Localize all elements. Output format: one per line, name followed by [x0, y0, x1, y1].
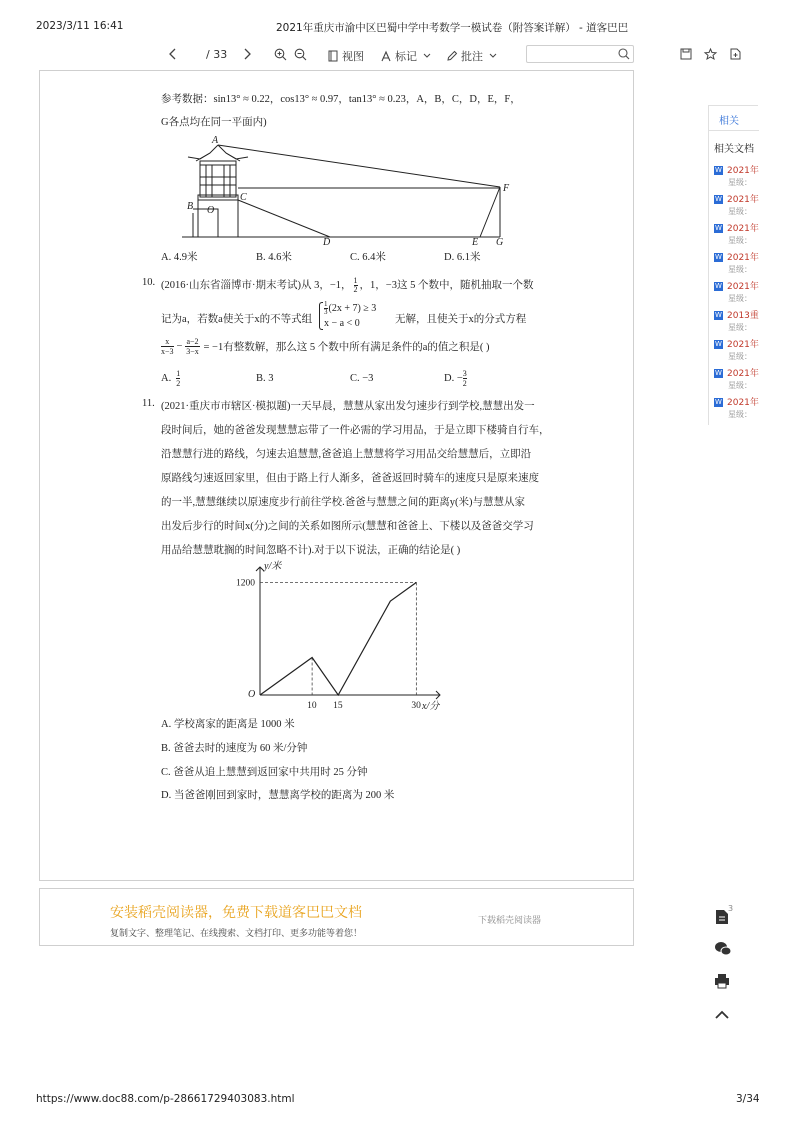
- x-tick-label: 15: [333, 701, 343, 711]
- related-doc-title: 2021年: [727, 166, 759, 176]
- q11-option-a: A. 学校离家的距离是 1000 米: [161, 719, 295, 730]
- print-button[interactable]: [714, 973, 732, 991]
- pen-icon: [446, 50, 458, 62]
- star-icon: [704, 48, 717, 60]
- q9-option-c: C. 6.4米: [350, 252, 386, 263]
- tab-related[interactable]: 相关: [719, 116, 739, 127]
- mark-label: 标记: [395, 50, 417, 63]
- q10-line2a: 记为a，若数a使关于x的不等式组: [161, 314, 313, 325]
- chevron-down-icon: [423, 53, 431, 59]
- frac-num: a−2: [186, 337, 199, 346]
- y-tick-label: 1200: [236, 578, 255, 589]
- minus-sign: −: [176, 341, 183, 352]
- word-doc-icon: W: [715, 340, 722, 348]
- opt-fraction: [176, 369, 180, 388]
- frac-den: 3−x: [186, 347, 199, 356]
- q10-option-b: B. 3: [256, 373, 274, 384]
- related-doc-title: 2013重: [727, 311, 759, 321]
- related-doc-item[interactable]: [714, 279, 759, 292]
- save-button[interactable]: [680, 48, 692, 60]
- x-axis-label: x/分: [422, 701, 440, 712]
- print-url: https://www.doc88.com/p-28661729403083.html: [36, 1093, 295, 1105]
- chevron-left-icon: [168, 48, 178, 60]
- word-doc-icon: W: [715, 282, 722, 290]
- related-doc-item[interactable]: [714, 192, 759, 205]
- related-doc-rating: 星级：: [728, 236, 752, 245]
- related-doc-title: 2021年: [727, 398, 759, 408]
- next-page-button[interactable]: [242, 48, 252, 60]
- fig1-label-F: F: [503, 183, 510, 194]
- opt-fraction: [463, 369, 467, 388]
- x-tick-label: 30: [411, 701, 421, 711]
- page-view-icon: [328, 50, 339, 62]
- related-doc-title: 2021年: [727, 340, 759, 350]
- related-doc-item[interactable]: [714, 337, 759, 350]
- back-to-top-button[interactable]: [714, 1006, 732, 1024]
- sidebar-divider: [709, 130, 759, 131]
- related-docs-sidebar: [708, 105, 758, 425]
- q10-line1b: ，1，−3这 5 个数中，随机抽取一个数: [359, 280, 534, 291]
- related-doc-title: 2021年: [727, 224, 759, 234]
- related-doc-rating: 星级：: [728, 178, 752, 187]
- related-doc-title: 2021年: [727, 253, 759, 263]
- q9-option-a: A. 4.9米: [161, 252, 198, 263]
- word-doc-icon: W: [715, 311, 722, 319]
- q10-option-a: [161, 369, 180, 388]
- word-doc-icon: W: [715, 369, 722, 377]
- promo-subtitle: 复制文字、整理笔记、在线搜索、文档打印、更多功能等着您！: [110, 929, 363, 939]
- related-doc-title: 2021年: [727, 282, 759, 292]
- view-label: 视图: [342, 50, 364, 63]
- frac-num: 1: [353, 276, 358, 286]
- fig1-label-E: E: [472, 237, 479, 248]
- word-doc-icon: W: [715, 224, 722, 232]
- zoom-out-icon: [294, 48, 307, 61]
- fig1-label-D: D: [323, 237, 331, 248]
- wechat-button[interactable]: [714, 941, 732, 959]
- frac-den: 2: [176, 379, 181, 388]
- q11-option-b: B. 爸爸去时的速度为 60 米/分钟: [161, 743, 308, 754]
- ref-data-line1: 参考数据：sin13° ≈ 0.22，cos13° ≈ 0.97，tan13° ≈ 0.23，A，B，C，D，E，F，: [161, 94, 521, 105]
- q11-line: 出发后步行的时间x(分)之间的关系如图所示(慧慧和爸爸上、下楼以及爸爸交学习: [161, 521, 534, 532]
- frac-den: 2: [353, 285, 358, 295]
- ineq-fraction: [324, 301, 328, 316]
- word-doc-icon: W: [715, 398, 722, 406]
- zoom-in-button[interactable]: [274, 48, 287, 61]
- q10-number: 10.: [142, 277, 156, 288]
- q11-line: 用品给慧慧耽搁的时间忽略不计).对于以下说法，正确的结论是( ): [161, 545, 461, 556]
- chevron-down-icon: [489, 53, 497, 59]
- q9-option-b: B. 4.6米: [256, 252, 292, 263]
- q11-number: 11.: [142, 398, 155, 409]
- q10-ineq2: x − a < 0: [324, 318, 360, 329]
- add-file-icon: [730, 48, 741, 60]
- fig1-label-G: G: [496, 237, 504, 248]
- related-doc-item[interactable]: [714, 250, 759, 263]
- q10-frac2: [185, 337, 199, 356]
- q10-frac1: [161, 337, 174, 356]
- fig1-label-C: C: [240, 192, 247, 203]
- view-button[interactable]: [328, 48, 364, 64]
- related-doc-rating: 星级：: [728, 323, 752, 332]
- annotate-label: 批注: [461, 50, 483, 63]
- document-page: [39, 70, 634, 881]
- q10-line2b: 无解，且使关于x的分式方程: [395, 314, 527, 325]
- search-icon: [618, 48, 630, 60]
- opt-letter: A.: [161, 373, 172, 384]
- zoom-out-button[interactable]: [294, 48, 307, 61]
- ineq1-text: (2x + 7) ≥ 3: [328, 302, 377, 314]
- doc-search-input[interactable]: [526, 45, 634, 63]
- frac-num: 1: [176, 369, 181, 378]
- frac-num: 1: [324, 300, 328, 308]
- highlighter-icon: [380, 50, 392, 62]
- related-doc-rating: 星级：: [728, 207, 752, 216]
- print-page-count: 3/34: [736, 1093, 760, 1105]
- download-reader-link[interactable]: 下载稻壳阅读器: [478, 916, 542, 926]
- q11-line: (2021·重庆市市辖区·模拟题)一天早晨，慧慧从家出发匀速步行到学校,慧慧出发一: [161, 401, 535, 412]
- related-doc-rating: 星级：: [728, 294, 752, 303]
- add-doc-button[interactable]: [730, 48, 741, 60]
- related-doc-title: 2021年: [727, 195, 759, 205]
- q11-line: 沿慧慧行进的路线，匀速去追慧慧,爸爸追上慧慧将学习用品交给慧慧后，立即沿: [161, 449, 532, 460]
- q10-line1a: (2016·山东省淄博市·期末考试)从 3，−1，: [161, 280, 352, 291]
- fig1-label-O: O: [207, 205, 215, 216]
- promo-title: 安装稻壳阅读器，免费下载道客巴巴文档: [110, 905, 362, 921]
- print-datetime: 2023/3/11 16:41: [36, 20, 124, 32]
- related-doc-item[interactable]: [714, 308, 759, 321]
- word-doc-icon: W: [715, 195, 722, 203]
- save-icon: [680, 48, 692, 60]
- fig1-label-B: B: [187, 201, 194, 212]
- prev-page-button[interactable]: [168, 48, 178, 60]
- origin-label: O: [248, 689, 256, 700]
- related-doc-item[interactable]: [714, 163, 759, 176]
- q11-line: 的一半,慧慧继续以原速度步行前往学校.爸爸与慧慧之间的距离y(米)与慧慧从家: [161, 497, 525, 508]
- q10-ineq1: [324, 301, 376, 316]
- wechat-icon: [714, 941, 732, 957]
- word-doc-icon: W: [715, 253, 722, 261]
- x-tick-label: 10: [307, 701, 317, 711]
- q10-line3-rest: = −1有整数解，那么这 5 个数中所有满足条件的a的值之积是( ): [203, 342, 490, 353]
- reader-promo-banner[interactable]: [39, 888, 634, 946]
- graph-axes: [256, 567, 440, 699]
- page-indicator[interactable]: [206, 48, 227, 61]
- related-heading: 相关文档: [714, 144, 754, 155]
- printer-icon: [714, 973, 730, 989]
- doc-count-badge: 3: [728, 904, 734, 913]
- q11-line: 段时间后，她的爸爸发现慧慧忘带了一件必需的学习用品，于是立即下楼骑自行车，: [161, 425, 550, 436]
- y-axis-label: y/米: [264, 561, 282, 572]
- annotate-button[interactable]: [446, 48, 497, 64]
- frac-num: x: [161, 337, 174, 347]
- related-doc-item[interactable]: [714, 395, 759, 408]
- series-line: [260, 582, 416, 695]
- related-doc-rating: 星级：: [728, 410, 752, 419]
- q10-brace: [319, 302, 323, 330]
- mark-button[interactable]: [380, 48, 431, 64]
- frac-den: x−3: [161, 347, 174, 356]
- related-doc-rating: 星级：: [728, 352, 752, 361]
- related-doc-item[interactable]: [714, 221, 759, 234]
- related-doc-title: 2021年: [727, 369, 759, 379]
- frac-num: 3: [462, 369, 467, 378]
- page-total: / 33: [206, 48, 228, 61]
- related-doc-item[interactable]: [714, 366, 759, 379]
- q11-line: 原路线匀速返回家里，但由于路上行人渐多，爸爸返回时骑车的速度只是原来速度: [161, 473, 539, 484]
- zoom-in-icon: [274, 48, 287, 61]
- q10-option-d: [444, 369, 467, 388]
- frac-den: 2: [462, 379, 467, 388]
- related-doc-rating: 星级：: [728, 265, 752, 274]
- reader-toolbar: [38, 40, 758, 70]
- distance-time-graph: [226, 559, 446, 714]
- ref-data-line2: G各点均在同一平面内): [161, 117, 267, 128]
- q10-half-fraction: [354, 277, 358, 294]
- chevron-right-icon: [242, 48, 252, 60]
- fig1-label-A: A: [212, 135, 219, 146]
- q11-option-c: C. 爸爸从追上慧慧到返回家中共用时 25 分钟: [161, 767, 368, 778]
- favorite-button[interactable]: [704, 48, 717, 60]
- print-page-title: 2021年重庆市渝中区巴蜀中学中考数学一模试卷（附答案详解） - 道客巴巴: [276, 22, 629, 34]
- chevron-up-icon: [714, 1009, 730, 1021]
- q10-option-c: C. −3: [350, 373, 374, 384]
- frac-den: 3: [324, 308, 328, 316]
- opt-letter: D. −: [444, 373, 463, 384]
- pavilion-figure: [180, 133, 510, 248]
- q10-line3: [161, 337, 490, 356]
- q10-line1: [161, 277, 533, 294]
- doc-list-button[interactable]: [714, 904, 734, 926]
- q9-option-d: D. 6.1米: [444, 252, 481, 263]
- related-doc-rating: 星级：: [728, 381, 752, 390]
- q11-option-d: D. 当爸爸刚回到家时，慧慧离学校的距离为 200 米: [161, 790, 395, 801]
- word-doc-icon: W: [715, 166, 722, 174]
